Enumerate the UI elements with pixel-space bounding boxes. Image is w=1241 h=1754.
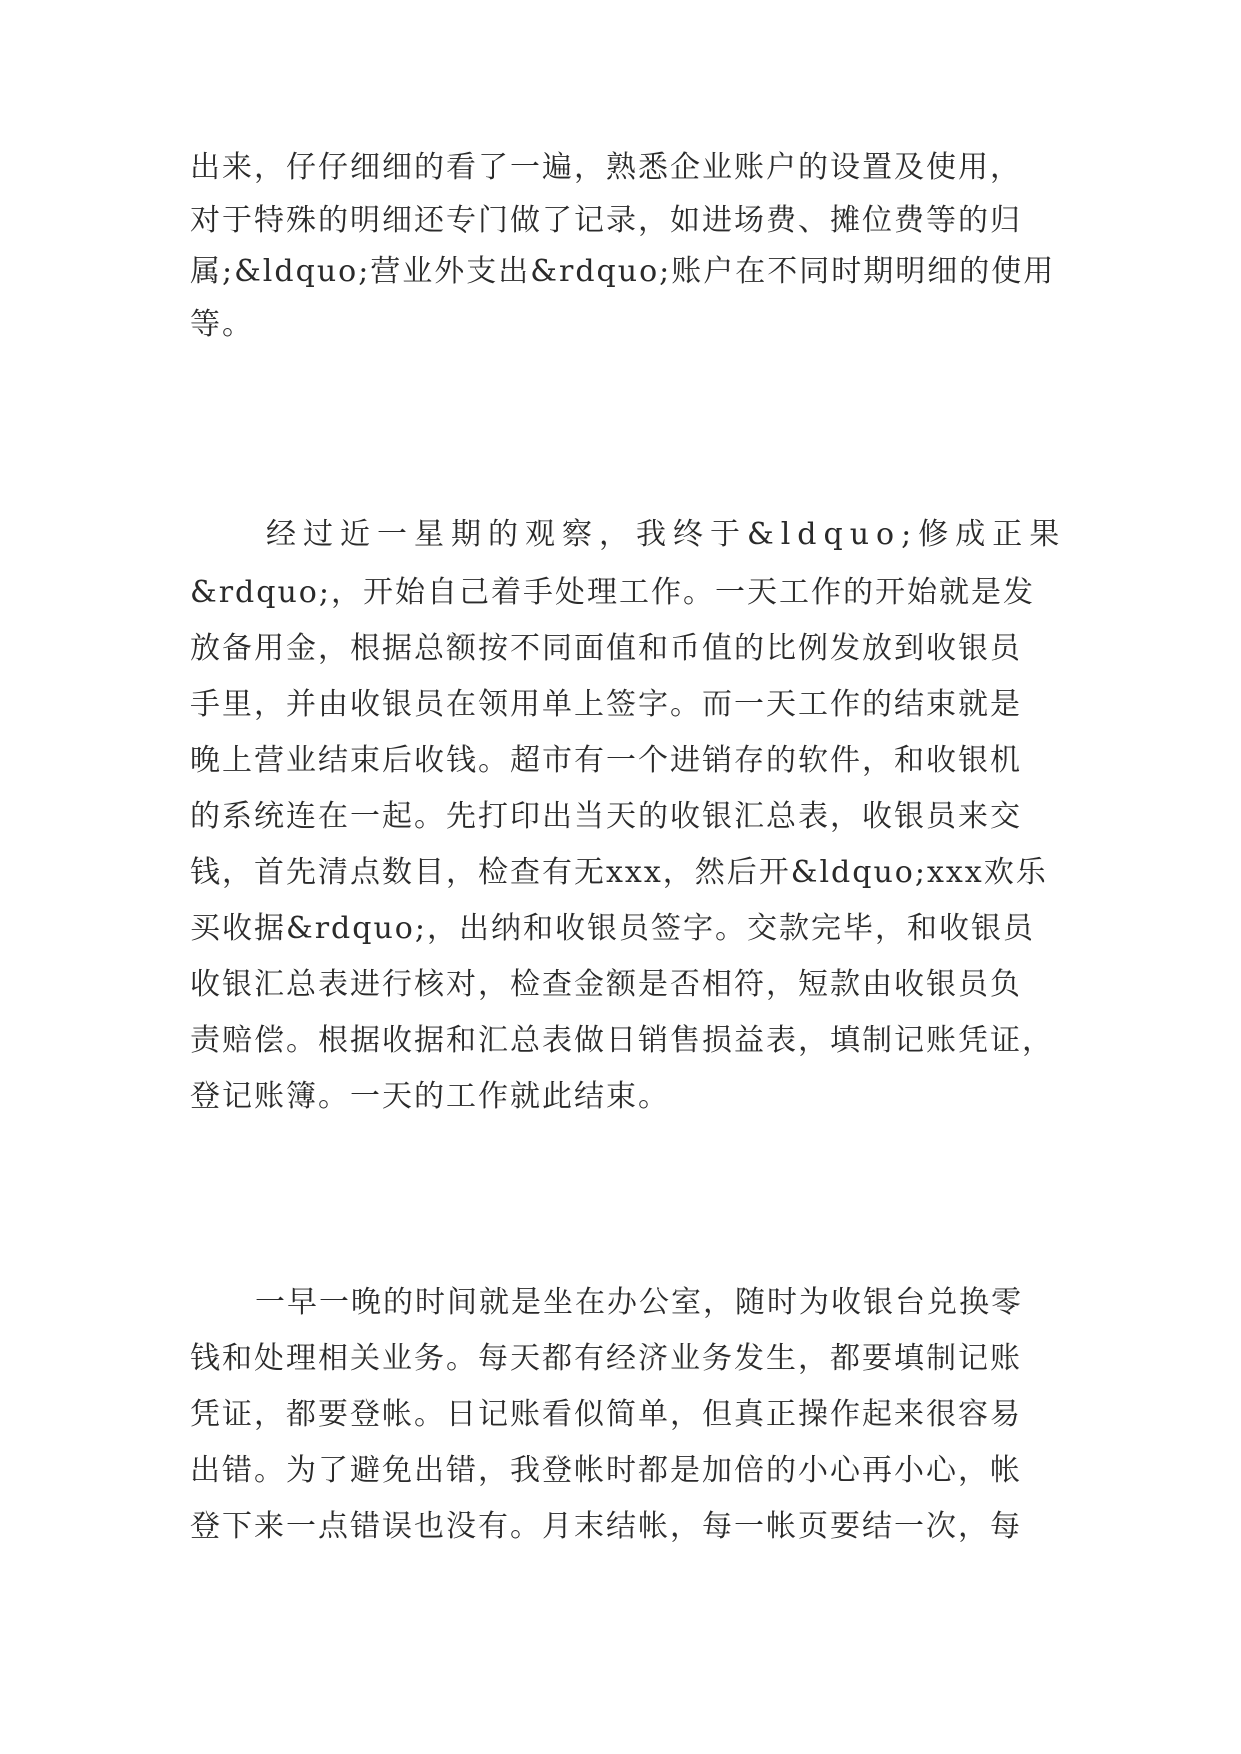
paragraph-3-line-4: 出错。为了避免出错，我登帐时都是加倍的小心再小心，帐 bbox=[190, 1453, 1022, 1488]
paragraph-3-line-3: 凭证，都要登帐。日记账看似简单，但真正操作起来很容易 bbox=[190, 1397, 1022, 1432]
paragraph-2-line-6: 的系统连在一起。先打印出当天的收银汇总表，收银员来交 bbox=[190, 799, 1022, 834]
paragraph-1-line-4: 等。 bbox=[190, 307, 254, 342]
paragraph-2-line-3: 放备用金，根据总额按不同面值和币值的比例发放到收银员 bbox=[190, 631, 1022, 666]
paragraph-2-line-4: 手里，并由收银员在领用单上签字。而一天工作的结束就是 bbox=[190, 687, 1022, 722]
paragraph-3-line-1: 一早一晚的时间就是坐在办公室，随时为收银台兑换零 bbox=[255, 1285, 1023, 1320]
paragraph-2-line-1: 经过近一星期的观察，我终于&ldquo;修成正果 bbox=[266, 517, 1067, 552]
paragraph-3-line-2: 钱和处理相关业务。每天都有经济业务发生，都要填制记账 bbox=[190, 1341, 1022, 1376]
paragraph-1-line-1: 出来，仔仔细细的看了一遍，熟悉企业账户的设置及使用， bbox=[190, 150, 1022, 185]
paragraph-2-line-5: 晚上营业结束后收钱。超市有一个进销存的软件，和收银机 bbox=[190, 743, 1022, 778]
paragraph-2-line-10: 责赔偿。根据收据和汇总表做日销售损益表，填制记账凭证， bbox=[190, 1023, 1054, 1058]
paragraph-2-line-8: 买收据&rdquo;，出纳和收银员签字。交款完毕，和收银员 bbox=[190, 911, 1035, 946]
paragraph-2-line-2: &rdquo;，开始自己着手处理工作。一天工作的开始就是发 bbox=[190, 575, 1035, 610]
paragraph-3-line-5: 登下来一点错误也没有。月末结帐，每一帐页要结一次，每 bbox=[190, 1509, 1022, 1544]
paragraph-1-line-3: 属;&ldquo;营业外支出&rdquo;账户在不同时期明细的使用 bbox=[190, 254, 1056, 289]
paragraph-1-line-2: 对于特殊的明细还专门做了记录，如进场费、摊位费等的归 bbox=[190, 203, 1022, 238]
paragraph-2-line-7: 钱，首先清点数目，检查有无xxx，然后开&ldquo;xxx欢乐 bbox=[190, 855, 1048, 890]
paragraph-2-line-9: 收银汇总表进行核对，检查金额是否相符，短款由收银员负 bbox=[190, 967, 1022, 1002]
paragraph-2-line-11: 登记账簿。一天的工作就此结束。 bbox=[190, 1079, 670, 1114]
